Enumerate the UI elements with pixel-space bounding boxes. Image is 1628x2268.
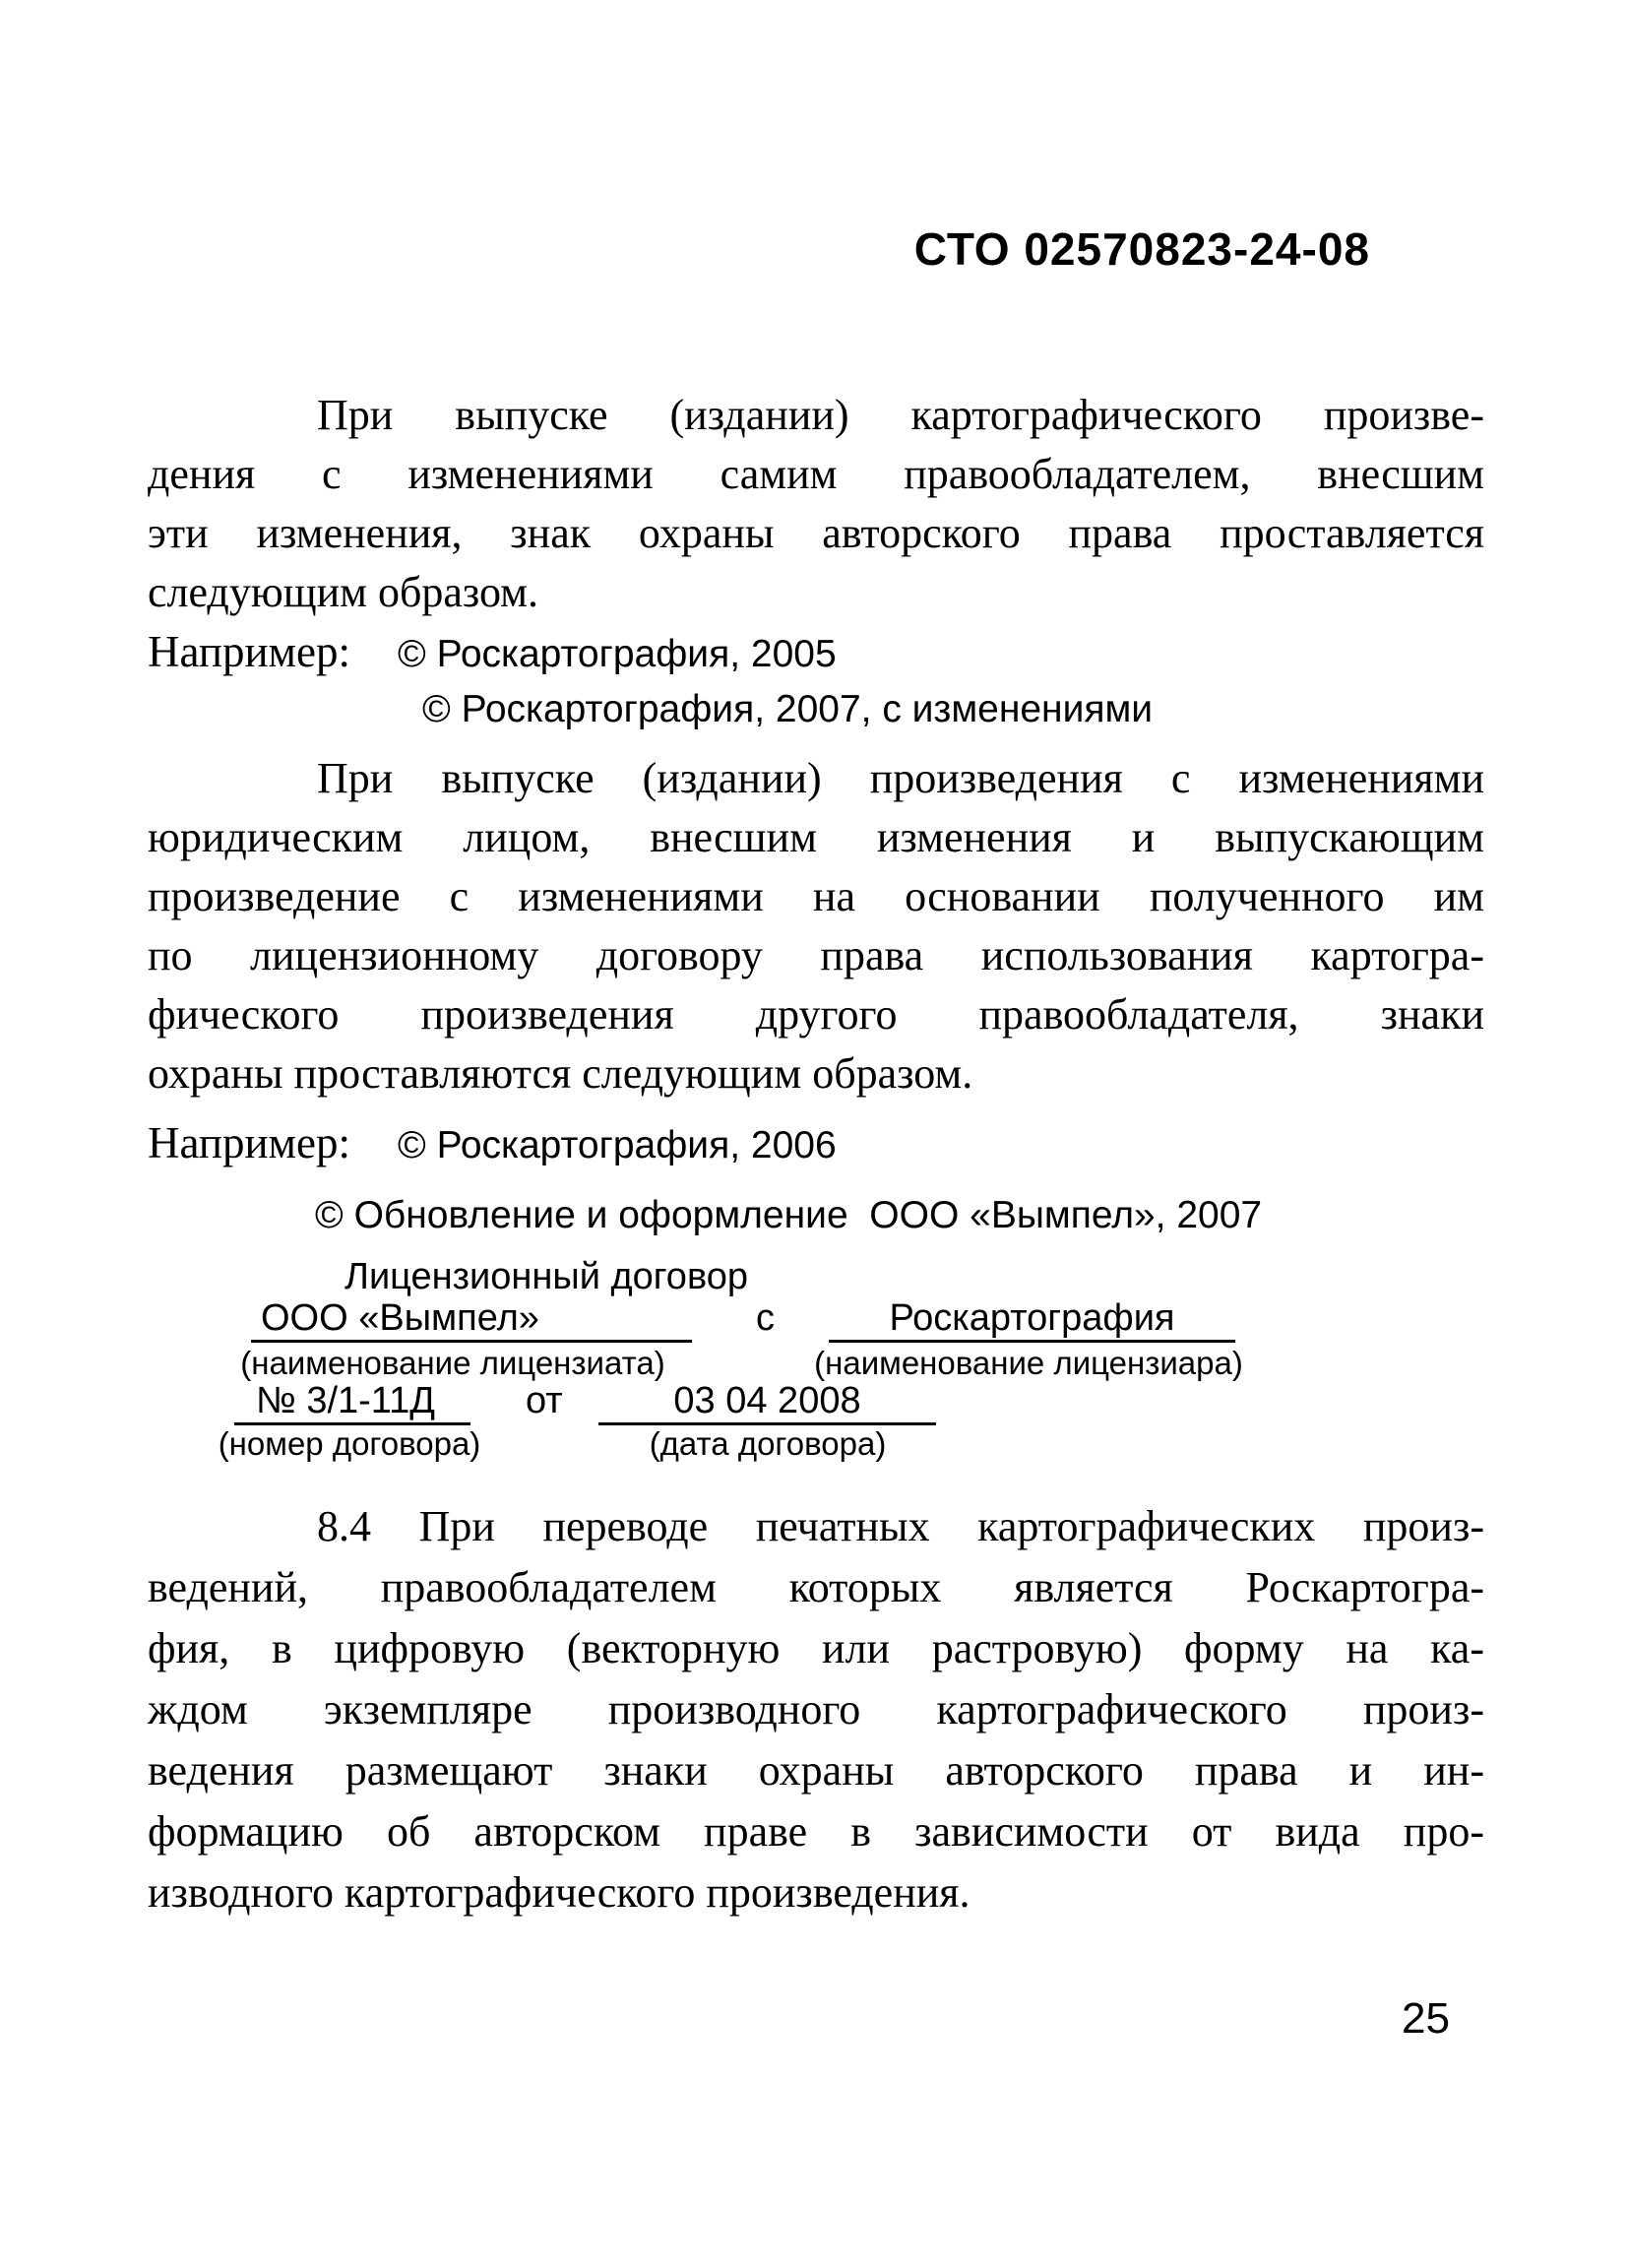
paragraph-line: изводного картографического произведения. xyxy=(148,1868,971,1917)
paragraph-line: фия, в цифровую (векторную или растровую) форму на ка- xyxy=(148,1624,1484,1672)
paragraph-line: по лицензионному договору права использования картогра- xyxy=(148,931,1484,979)
copyright-notice-2007: © Роскартография, 2007, с изменениями xyxy=(422,688,1154,730)
paragraph-line: При выпуске (издании) картографического произве- xyxy=(317,391,1484,439)
page-number: 25 xyxy=(1402,1994,1450,2043)
copyright-notice-2006: © Роскартография, 2006 xyxy=(398,1124,837,1166)
paragraph-line: эти изменения, знак охраны авторского права проставляется xyxy=(148,509,1484,557)
paragraph-line: охраны проставляются следующим образом. xyxy=(148,1049,973,1098)
contract-number-field: № 3/1-11Д xyxy=(234,1380,470,1425)
paragraph-line: следующим образом. xyxy=(148,568,539,616)
paragraph-line: При выпуске (издании) произведения с изменениями xyxy=(317,754,1484,802)
conjunction-label: с xyxy=(756,1297,775,1339)
paragraph-line: фического произведения другого правообладателя, знаки xyxy=(148,990,1484,1039)
paragraph-8-4 xyxy=(148,1496,1484,1923)
example-block-2 xyxy=(148,1115,1484,1173)
licensor-caption: (наименование лицензиара) xyxy=(814,1345,1243,1381)
licensor-name-field: Роскартография xyxy=(829,1297,1235,1343)
paragraph-line: ведения размещают знаки охраны авторского права и ин- xyxy=(148,1746,1484,1795)
page-content xyxy=(0,222,1628,1923)
paragraph-line: ждом экземпляре производного картографического произ- xyxy=(148,1685,1484,1733)
paragraph-line: формацию об авторском праве в зависимости от вида про- xyxy=(148,1807,1484,1856)
from-label: от xyxy=(526,1380,563,1421)
contract-date-field: 03 04 2008 xyxy=(598,1380,936,1425)
license-agreement-form xyxy=(148,1256,1484,1463)
paragraph-line: произведение с изменениями на основании полученного им xyxy=(148,872,1484,920)
example-label: Например: xyxy=(148,627,350,676)
licensee-name-field: ООО «Вымпел» xyxy=(251,1297,692,1343)
copyright-notice-2005: © Роскартография, 2005 xyxy=(398,633,837,675)
update-copyright-notice: © Обновление и оформление ООО «Вымпел», 2007 xyxy=(315,1194,1263,1236)
document-number-header: СТО 02570823-24-08 xyxy=(913,223,1370,275)
paragraph-line: 8.4 При переводе печатных картографических произ- xyxy=(317,1502,1484,1550)
contract-number-caption: (номер договора) xyxy=(218,1425,481,1462)
paragraph-line: ведений, правообладателем которых является Роскартогра- xyxy=(148,1563,1484,1611)
licensee-caption: (наименование лицензиата) xyxy=(240,1345,665,1381)
contract-date-caption: (дата договора) xyxy=(649,1425,887,1462)
example-label: Например: xyxy=(148,1118,350,1167)
paragraph-line: дения с изменениями самим правообладателем, внесшим xyxy=(148,450,1484,498)
paragraph-line: юридическим лицом, внесшим изменения и выпускающим xyxy=(148,813,1484,861)
paragraph-legal-entity xyxy=(148,749,1484,1103)
license-form-title: Лицензионный договор xyxy=(344,1256,748,1297)
example-block-1 xyxy=(148,624,1484,682)
paragraph-copyright-owner xyxy=(148,386,1484,622)
